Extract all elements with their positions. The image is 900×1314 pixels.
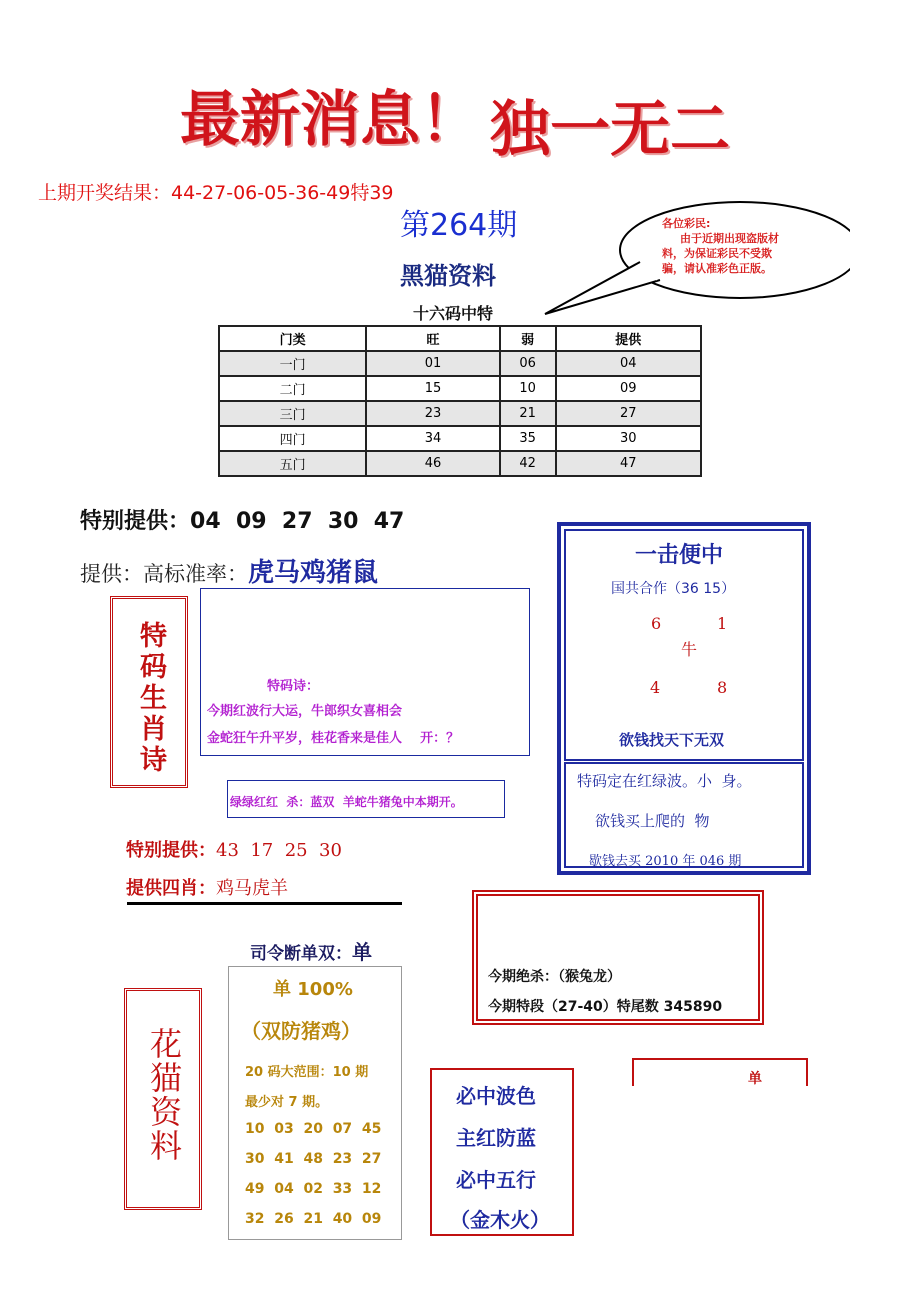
huamao-box — [228, 966, 402, 1240]
table-cell: 五门 — [219, 451, 366, 476]
dan-box-value: 单 — [748, 1071, 762, 1087]
table-cell: 10 — [500, 376, 556, 401]
table-cell: 30 — [556, 426, 701, 451]
table-cell: 34 — [366, 426, 499, 451]
special-offer-2-numbers: 43 17 25 30 — [216, 840, 342, 861]
yiji-line-1: 特码定在红绿波。小 身。 — [577, 772, 752, 790]
table-cell: 27 — [556, 401, 701, 426]
issue-number: 第264期 — [400, 208, 518, 243]
huamao-row: 10 03 20 07 45 — [245, 1121, 382, 1137]
yiji-number-1: 6 — [651, 614, 662, 633]
poem-side-label: 特码生肖诗 — [135, 621, 166, 776]
poem-side-panel — [110, 596, 188, 788]
table-header-cell: 提供 — [556, 326, 701, 351]
huamao-row: 49 04 02 33 12 — [245, 1181, 382, 1197]
last-draw-result: 上期开奖结果：44-27-06-05-36-49特39 — [38, 182, 394, 204]
table-header-cell: 弱 — [500, 326, 556, 351]
special-offer — [80, 504, 404, 535]
table-header-cell: 旺 — [366, 326, 499, 351]
table-cell: 06 — [500, 351, 556, 376]
dan-box — [632, 1058, 808, 1086]
table-cell: 23 — [366, 401, 499, 426]
bise-line-4: （金木火） — [450, 1208, 550, 1232]
yiji-line-2: 欲钱买上爬的 物 — [595, 812, 710, 830]
special-offer-label: 特别提供： — [80, 509, 191, 534]
yiji-number-4: 8 — [717, 678, 728, 697]
notice-line-2: 料，为保证彩民不受欺 — [662, 247, 772, 260]
poem-line-1: 今期红波行大运，牛郎织女喜相会 — [207, 704, 403, 719]
odd-even-label: 司令断单双： — [250, 944, 352, 964]
poem-box — [200, 588, 530, 756]
table-header-row — [219, 326, 701, 351]
table-cell: 47 — [556, 451, 701, 476]
table-cell: 01 — [366, 351, 499, 376]
special-offer-numbers: 04 09 27 30 47 — [190, 509, 405, 534]
bise-line-1: 必中波色 — [456, 1084, 536, 1108]
table-cell: 35 — [500, 426, 556, 451]
jue-sha-line-1: 今期绝杀：（猴兔龙） — [488, 969, 621, 985]
table-cell: 二门 — [219, 376, 366, 401]
huamao-line-4: 最少对 7 期。 — [245, 1095, 329, 1110]
four-zodiac — [126, 874, 288, 900]
special-offer-2 — [126, 836, 342, 862]
headline-part2: 独一无二 — [490, 95, 730, 165]
huamao-line-2: （双防猪鸡） — [241, 1019, 361, 1043]
table-cell: 04 — [556, 351, 701, 376]
zodiac-offer-label: 提供：高标准率： — [80, 562, 248, 586]
huamao-line-1: 单 100% — [273, 979, 353, 1000]
yiji-number-2: 1 — [717, 614, 728, 633]
four-zodiac-label: 提供四肖： — [126, 878, 216, 899]
special-offer-2-label: 特别提供： — [126, 840, 216, 861]
table-row — [219, 426, 701, 451]
heimao-title: 黑猫资料 — [400, 261, 496, 290]
table-row — [219, 451, 701, 476]
table-cell: 三门 — [219, 401, 366, 426]
kill-note: 绿绿红红 杀：蓝双 羊蛇牛猪兔中本期开。 — [227, 780, 505, 818]
odd-even-value: 单 — [352, 940, 372, 964]
table-cell: 09 — [556, 376, 701, 401]
huamao-row: 32 26 21 40 09 — [245, 1211, 382, 1227]
jue-sha-box — [472, 890, 764, 1025]
yiji-subtitle: 国共合作（36 15） — [611, 581, 736, 597]
notice-line-3: 骗，请认准彩色正版。 — [662, 262, 772, 275]
bise-box — [430, 1068, 574, 1236]
heimao-table — [218, 325, 702, 477]
table-cell: 42 — [500, 451, 556, 476]
table-cell: 21 — [500, 401, 556, 426]
divider-line — [127, 902, 402, 905]
poem-line-2: 金蛇狂午升平岁，桂花香来是佳人 开：？ — [207, 731, 460, 746]
table-cell: 四门 — [219, 426, 366, 451]
zodiac-offer — [80, 552, 378, 589]
zodiac-offer-animals: 虎马鸡猪鼠 — [248, 558, 379, 588]
bise-line-2: 主红防蓝 — [456, 1126, 536, 1150]
yiji-slogan: 欲钱找天下无双 — [619, 731, 725, 749]
huamao-line-3: 20 码大范围：10 期 — [245, 1065, 369, 1080]
huamao-side-panel — [124, 988, 202, 1210]
poem-title: 特码诗： — [267, 679, 320, 694]
table-cell: 46 — [366, 451, 499, 476]
notice-line-1: 由于近期出现盗版材 — [680, 232, 779, 245]
table-row — [219, 351, 701, 376]
table-cell: 15 — [366, 376, 499, 401]
yiji-line-3: 歇钱去买 2010 年 046 期 — [589, 854, 742, 869]
headline-part1: 最新消息！ — [180, 85, 480, 155]
bise-line-3: 必中五行 — [456, 1168, 536, 1192]
odd-even — [250, 936, 372, 965]
jue-sha-line-2: 今期特段（27-40）特尾数 345890 — [488, 999, 723, 1015]
notice-title: 各位彩民: — [662, 217, 711, 230]
anti-piracy-notice — [540, 200, 850, 320]
yiji-center-zodiac: 牛 — [681, 640, 698, 659]
headline — [180, 58, 740, 165]
heimao-subtitle: 十六码中特 — [413, 304, 494, 323]
table-header-cell: 门类 — [219, 326, 366, 351]
yiji-title: 一击便中 — [635, 542, 724, 568]
yiji-number-3: 4 — [650, 678, 661, 697]
yiji-panel — [557, 522, 811, 875]
table-cell: 一门 — [219, 351, 366, 376]
huamao-side-label: 花猫资料 — [145, 1027, 183, 1163]
huamao-row: 30 41 48 23 27 — [245, 1151, 382, 1167]
table-row — [219, 401, 701, 426]
four-zodiac-animals: 鸡马虎羊 — [216, 878, 288, 899]
table-row — [219, 376, 701, 401]
